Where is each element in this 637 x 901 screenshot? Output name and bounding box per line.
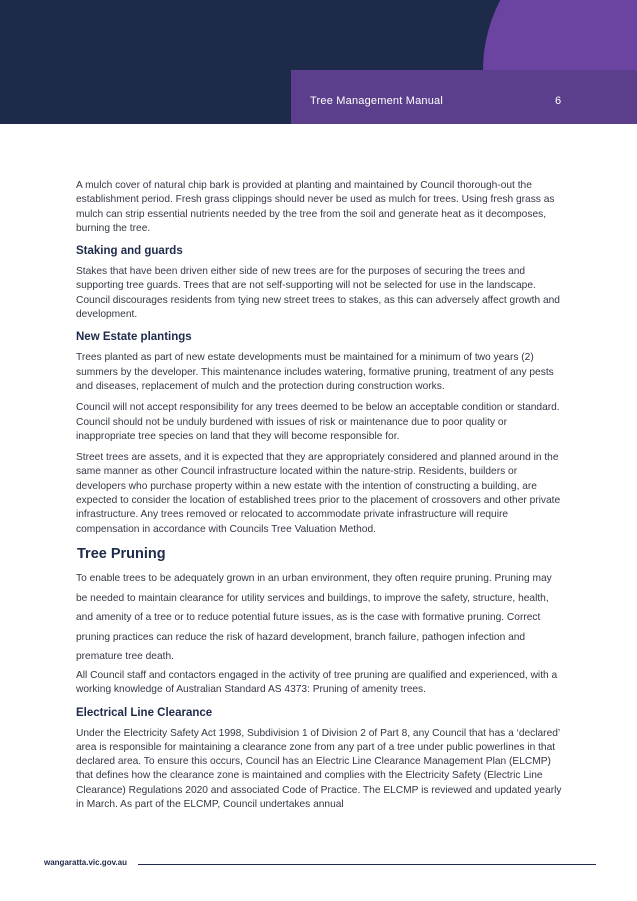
intro-paragraph: A mulch cover of natural chip bark is provided at planting and maintained by Council thorough-out the establishment period. Fresh grass clippings should never be used as mulch for trees. Using fresh grass as mulch can strip essential nutrients needed by the tree from the soil and generate heat as it decomposes, burning the tree.: [76, 180, 555, 234]
staking-paragraph: Stakes that have been driven either side of new trees are for the purposes of securing the trees and supporting tree guards. Trees that are not self-supporting will not be selected for use in the landscape. Council discourages residents from tying new street trees to stakes, as this can adversely affect growth and development.: [76, 266, 560, 321]
pruning-paragraph-2: All Council staff and contactors engaged in the activity of tree pruning are qualified and experienced, with a working knowledge of Australian Standard AS 4373: Pruning of amenity trees.: [76, 669, 558, 696]
page-number: 6: [555, 95, 562, 107]
estate-heading: New Estate plantings: [76, 331, 192, 344]
pruning-heading: Tree Pruning: [77, 545, 166, 562]
pruning-paragraph-1: To enable trees to be adequately grown in an urban environment, they often require pruning. Pruning may be needed to maintain clearance for utility services and buildings, to improve the safety, structure, health, and amenity of a tree or to reduce potential future issues, as is the case with formative pruning. Correct pruning practices can reduce the risk of hazard development, branch failure, pathogen infection and premature tree death.: [76, 572, 552, 663]
footer-rule: [138, 864, 596, 865]
estate-paragraph-2: Council will not accept responsibility for any trees deemed to be below an acceptable condition or standard. Council should not be unduly burdened with issues of risk or maintenance due to poor quality or inappropriate tree species on land that they will become responsible for.: [76, 402, 560, 442]
document-body: [76, 179, 562, 819]
header-title: Tree Management Manual: [310, 95, 444, 107]
page-header: [0, 0, 637, 124]
electrical-heading: Electrical Line Clearance: [76, 706, 213, 719]
staking-heading: Staking and guards: [76, 245, 183, 258]
page-footer: [44, 858, 596, 872]
estate-paragraph-3: Street trees are assets, and it is expected that they are appropriately considered and planned around in the same manner as other Council infrastructure located within the nature-strip. Residents, builders or developers who purchase property within a new estate with the intention of constructing a building, are expected to consider the location of established trees prior to the placement of crossovers and other private infrastructure. Any trees removed or relocated to accommodate private infrastructure will require compensation in accordance with Councils Tree Valuation Method.: [76, 452, 561, 535]
electrical-paragraph: Under the Electricity Safety Act 1998, Subdivision 1 of Division 2 of Part 8, any Council that has a ‘declared’ area is responsible for maintaining a clearance zone from any part of a tree under public powerlines in that declared area. To ensure this occurs, Council has an Electric Line Clearance Management Plan (ELCMP) that defines how the clearance zone is maintained and complies with the Electricity Safety (Electric Line Clearance) Regulations 2020 and associated Code of Practice. The ELCMP is reviewed and updated yearly in March. As part of the ELCMP, Council undertakes annual: [76, 727, 562, 810]
estate-paragraph-1: Trees planted as part of new estate developments must be maintained for a minimum of two years (2) summers by the developer. This maintenance includes watering, formative pruning, treatment of any pests and diseases, replacement of mulch and the protection during construction works.: [76, 352, 554, 392]
footer-url: wangaratta.vic.gov.au: [44, 858, 127, 867]
